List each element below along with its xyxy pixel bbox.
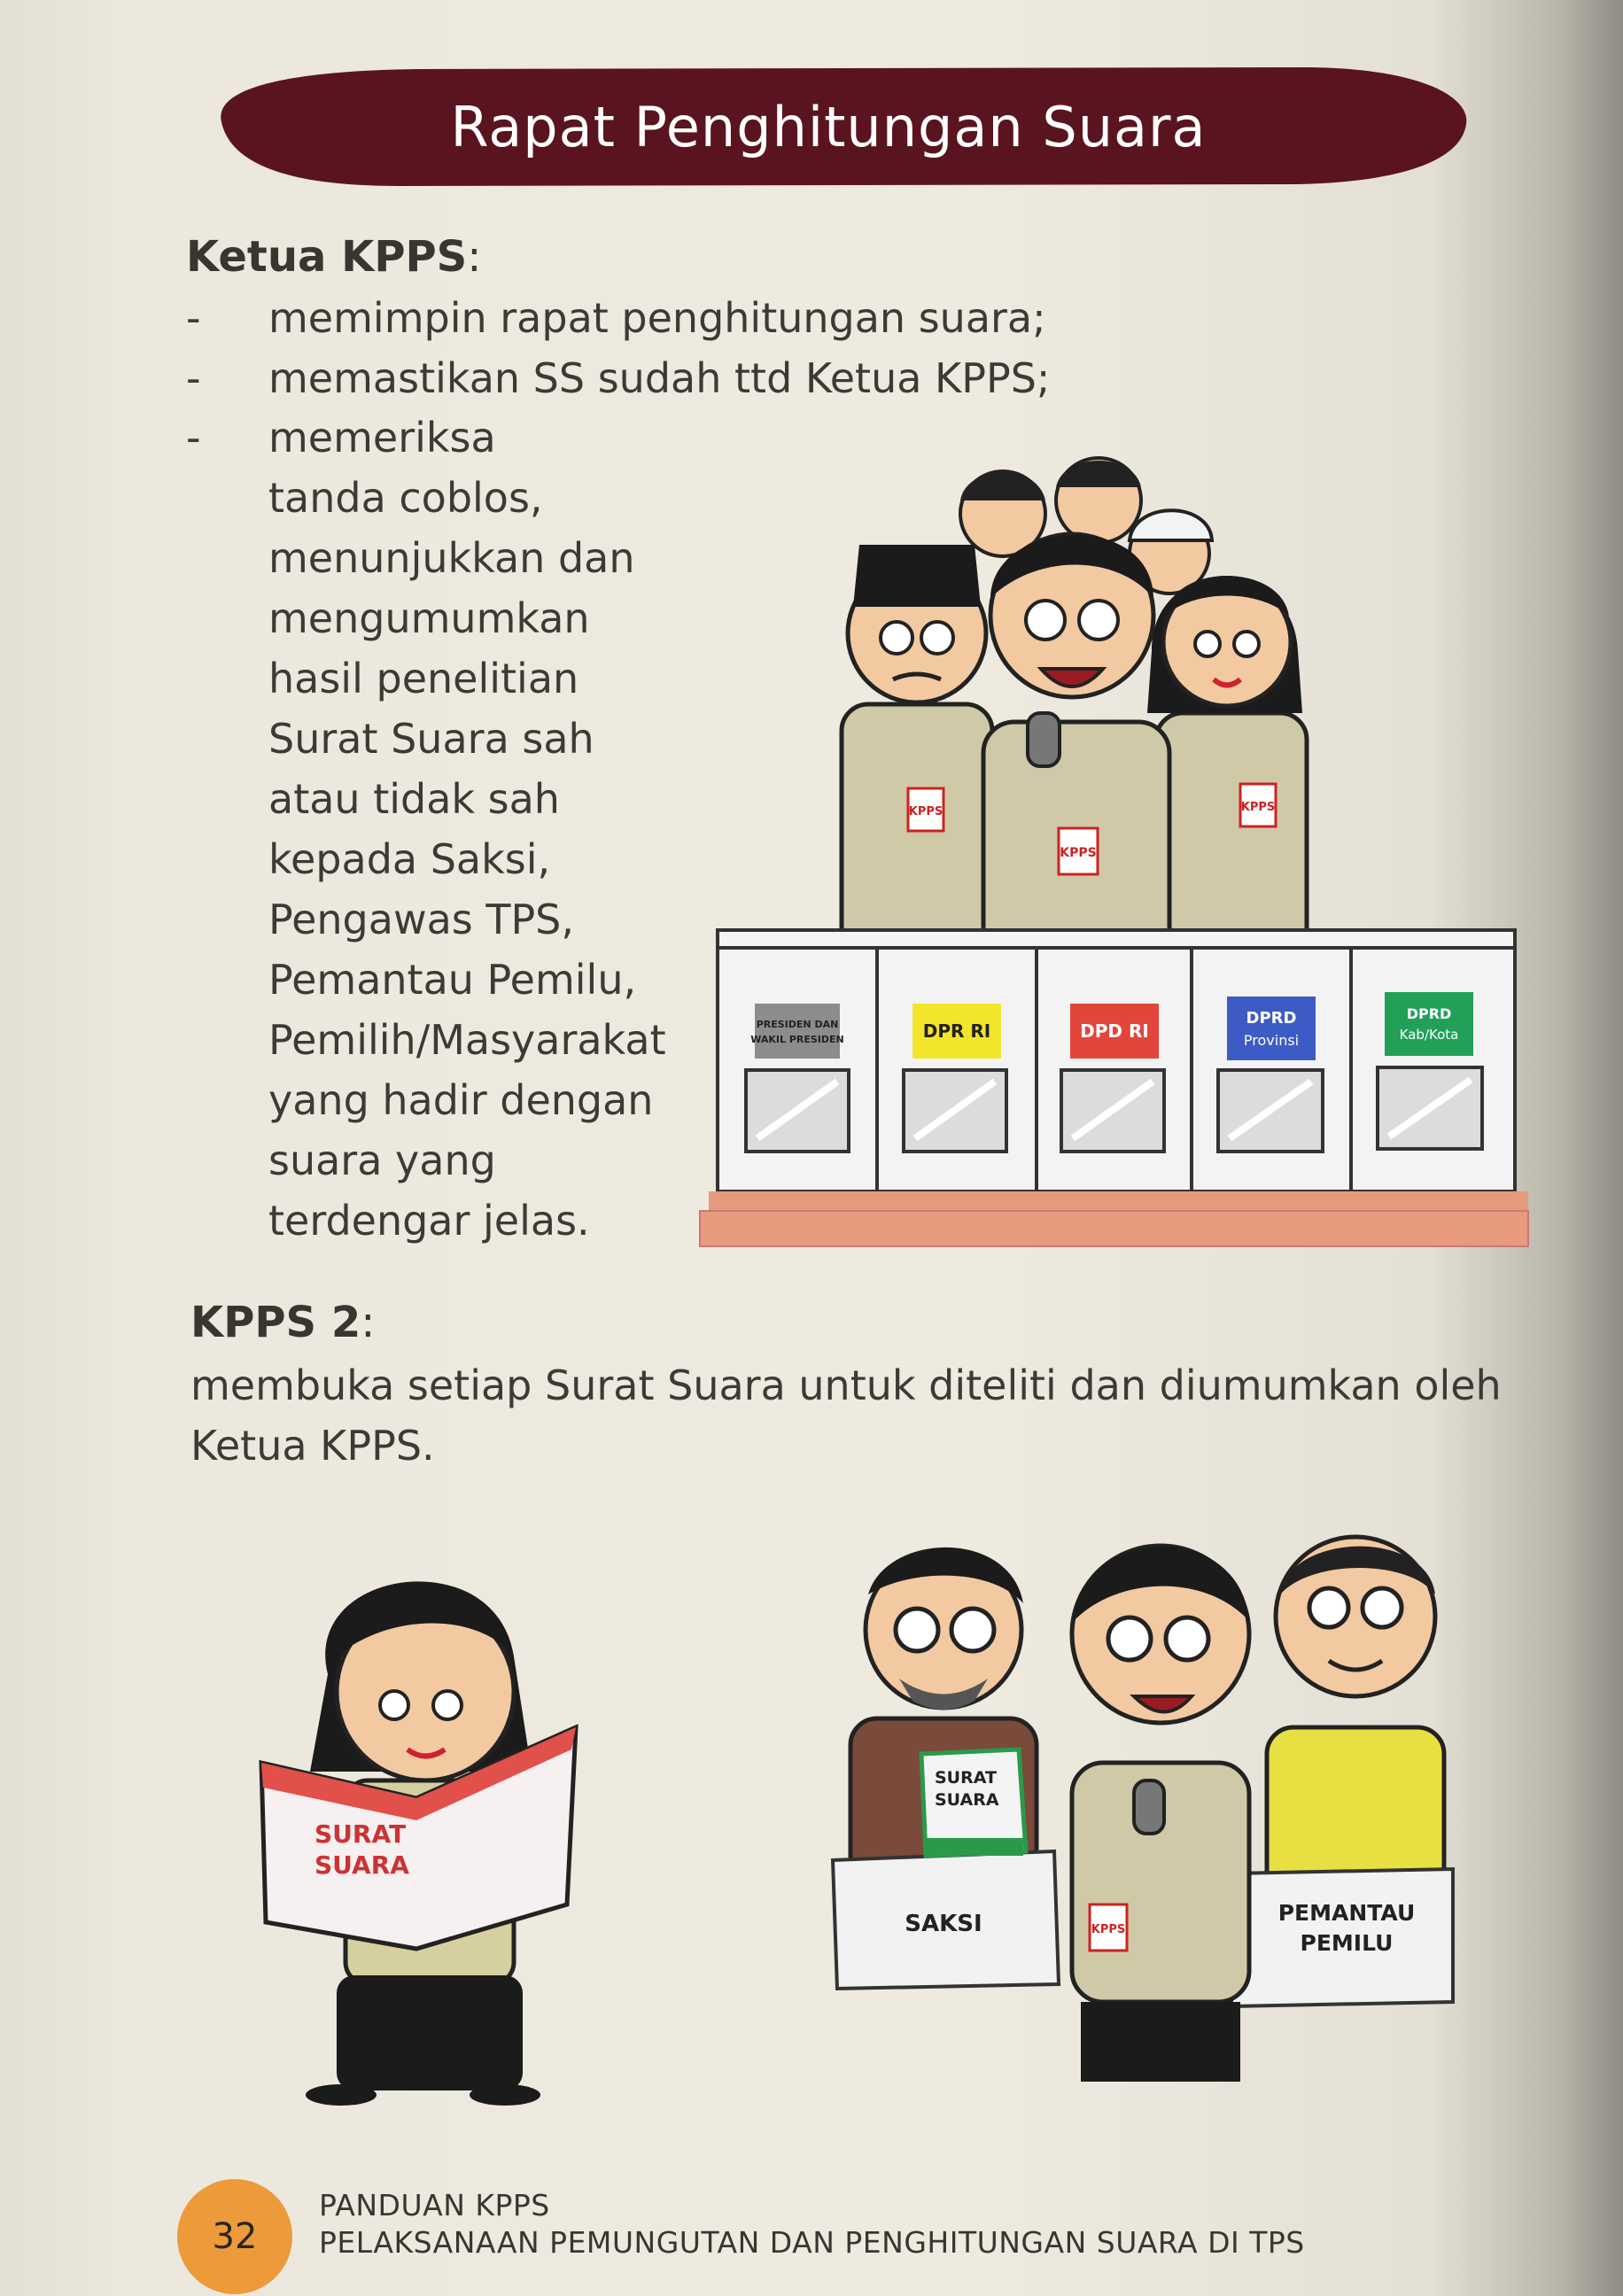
pemantau-label-line2: PEMILU <box>1300 1930 1394 1956</box>
saksi-label: SAKSI <box>905 1911 982 1937</box>
ketua-heading-colon: : <box>467 232 482 282</box>
ketua-heading <box>186 232 481 282</box>
ballot-box-dprd-kabkota <box>1351 948 1515 1191</box>
continuation-line: Pemilih/Masyarakat <box>268 1016 666 1064</box>
kpps2-heading-colon: : <box>361 1298 376 1347</box>
ballot-text-line2: SUARA <box>315 1850 409 1880</box>
ballot-box-dpr-ri <box>877 948 1037 1191</box>
sign-pemantau <box>1231 1869 1453 2006</box>
bullet-dash: - <box>186 414 201 462</box>
sign-saksi <box>833 1851 1059 1989</box>
box-label-line1: DPD RI <box>1080 1020 1149 1042</box>
kpps2-heading-text: KPPS 2 <box>190 1298 361 1347</box>
continuation-line: tanda coblos, <box>268 474 543 522</box>
continuation-line: suara yang <box>268 1136 496 1184</box>
kpps-officials-illustration <box>691 447 1541 1253</box>
box-label-line1: DPRD <box>1406 1005 1452 1022</box>
box-label-line2: Provinsi <box>1243 1032 1300 1049</box>
continuation-line: menunjukkan dan <box>268 534 635 582</box>
kpps2-heading <box>190 1298 375 1347</box>
ballot-boxes <box>700 930 1528 1246</box>
continuation-line: kepada Saksi, <box>268 835 551 883</box>
continuation-line: atau tidak sah <box>268 775 560 823</box>
kpps-badge: KPPS <box>1091 1923 1126 1936</box>
ballot-text-line1: SURAT <box>315 1819 407 1849</box>
pemantau-person <box>1267 1537 1444 1904</box>
pemantau-label-line1: PEMANTAU <box>1277 1900 1416 1926</box>
ballot-box-dpd-ri <box>1037 948 1192 1191</box>
woman-reading-illustration <box>248 1506 602 2117</box>
kpps-badge: KPPS <box>908 805 944 818</box>
bullet-dash: - <box>186 354 201 402</box>
ballot-text-line2: SUARA <box>935 1790 999 1810</box>
continuation-line: hasil penelitian <box>268 655 579 702</box>
ballot-box-dprd-provinsi <box>1192 948 1351 1191</box>
box-label-line1: DPR RI <box>922 1020 991 1042</box>
box-label-line2: WAKIL PRESIDEN <box>750 1034 844 1045</box>
page-number: 32 <box>212 2216 258 2257</box>
continuation-line: Surat Suara sah <box>268 715 594 763</box>
title-banner <box>186 60 1471 193</box>
bullet-dash: - <box>186 294 201 342</box>
ballot-box-presiden <box>718 948 877 1191</box>
page-title: Rapat Penghitungan Suara <box>450 94 1207 159</box>
kpps-badge: KPPS <box>1240 801 1276 814</box>
kpps-badge: KPPS <box>1060 846 1097 860</box>
kpps2-line: membuka setiap Surat Suara untuk diteliti dan diumumkan oleh <box>190 1361 1502 1409</box>
ballot-paper-right <box>921 1749 1026 1856</box>
box-label-line1: DPRD <box>1246 1009 1297 1028</box>
continuation-line: mengumumkan <box>268 594 590 642</box>
ketua-heading-text: Ketua KPPS <box>186 232 468 282</box>
bullet-item: memeriksa <box>268 414 496 462</box>
speaker-person <box>1072 1546 1249 2082</box>
continuation-line: yang hadir dengan <box>268 1076 654 1124</box>
ballot-text-line1: SURAT <box>935 1768 997 1788</box>
footer-line-2: PELAKSANAAN PEMUNGUTAN DAN PENGHITUNGAN SUARA DI TPS <box>319 2225 1305 2260</box>
continuation-line: Pemantau Pemilu, <box>268 956 637 1004</box>
bullet-item: memastikan SS sudah ttd Ketua KPPS; <box>268 354 1051 402</box>
saksi-pemantau-illustration <box>815 1488 1488 2108</box>
kpps2-line: Ketua KPPS. <box>190 1422 435 1470</box>
page-number-badge <box>177 2179 292 2294</box>
continuation-line: Pengawas TPS, <box>268 896 574 943</box>
box-label-line1: PRESIDEN DAN <box>756 1019 839 1030</box>
bullet-item: memimpin rapat penghitungan suara; <box>268 294 1046 342</box>
continuation-line: terdengar jelas. <box>268 1197 590 1245</box>
box-label-line2: Kab/Kota <box>1399 1027 1459 1043</box>
footer-line-1: PANDUAN KPPS <box>319 2188 550 2222</box>
